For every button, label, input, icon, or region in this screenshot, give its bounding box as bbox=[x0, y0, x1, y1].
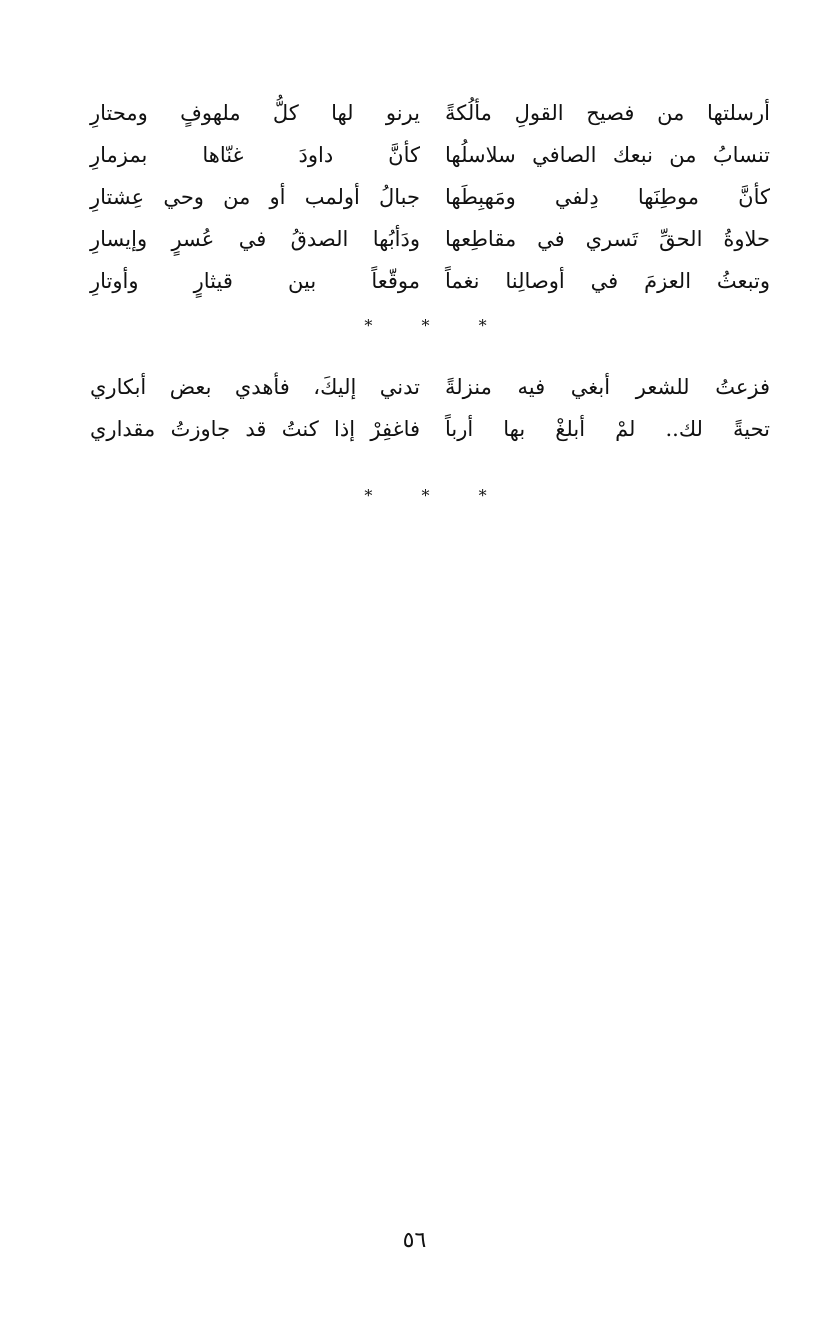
verse bbox=[90, 176, 770, 218]
first-hemistich: كأنَّ موطِنَها دِلفي ومَهبِطَها bbox=[445, 185, 770, 209]
second-hemistich: موقّعاً بين قيثارٍ وأوتارِ bbox=[90, 269, 420, 293]
verse bbox=[90, 366, 770, 408]
second-hemistich: فاغفِرْ إذا كنتُ قد جاوزتُ مقداري bbox=[90, 417, 420, 441]
stanza-2 bbox=[90, 366, 770, 450]
page-number: ٥٦ bbox=[402, 1228, 427, 1253]
first-hemistich: وتبعثُ العزمَ في أوصالِنا نغماً bbox=[445, 269, 770, 293]
stanza-separator: * * * bbox=[364, 316, 509, 335]
verse bbox=[90, 218, 770, 260]
verse bbox=[90, 92, 770, 134]
first-hemistich: حلاوةُ الحقِّ تَسري في مقاطِعها bbox=[445, 227, 770, 251]
first-hemistich: تحيةً لك.. لمْ أبلغْ بها أرباً bbox=[445, 417, 770, 441]
second-hemistich: ودَأبُها الصدقُ في عُسرٍ وإيسارِ bbox=[90, 227, 420, 251]
second-hemistich: يرنو لها كلُّ ملهوفٍ ومحتارِ bbox=[90, 101, 420, 125]
verse bbox=[90, 408, 770, 450]
second-hemistich: كأنَّ داودَ غنّاها بمزمارِ bbox=[90, 143, 420, 167]
second-hemistich: تدني إليكَ، فأهدي بعض أبكاري bbox=[90, 375, 420, 399]
first-hemistich: فزعتُ للشعر أبغي فيه منزلةً bbox=[445, 375, 770, 399]
stanza-separator: * * * bbox=[364, 486, 509, 505]
verse bbox=[90, 260, 770, 302]
first-hemistich: تنسابُ من نبعك الصافي سلاسلُها bbox=[445, 143, 770, 167]
verse bbox=[90, 134, 770, 176]
first-hemistich: أرسلتها من فصيح القولِ مألُكةً bbox=[445, 101, 770, 125]
second-hemistich: جبالُ أولمب أو من وحي عِشتارِ bbox=[90, 185, 420, 209]
stanza-1 bbox=[90, 92, 770, 302]
